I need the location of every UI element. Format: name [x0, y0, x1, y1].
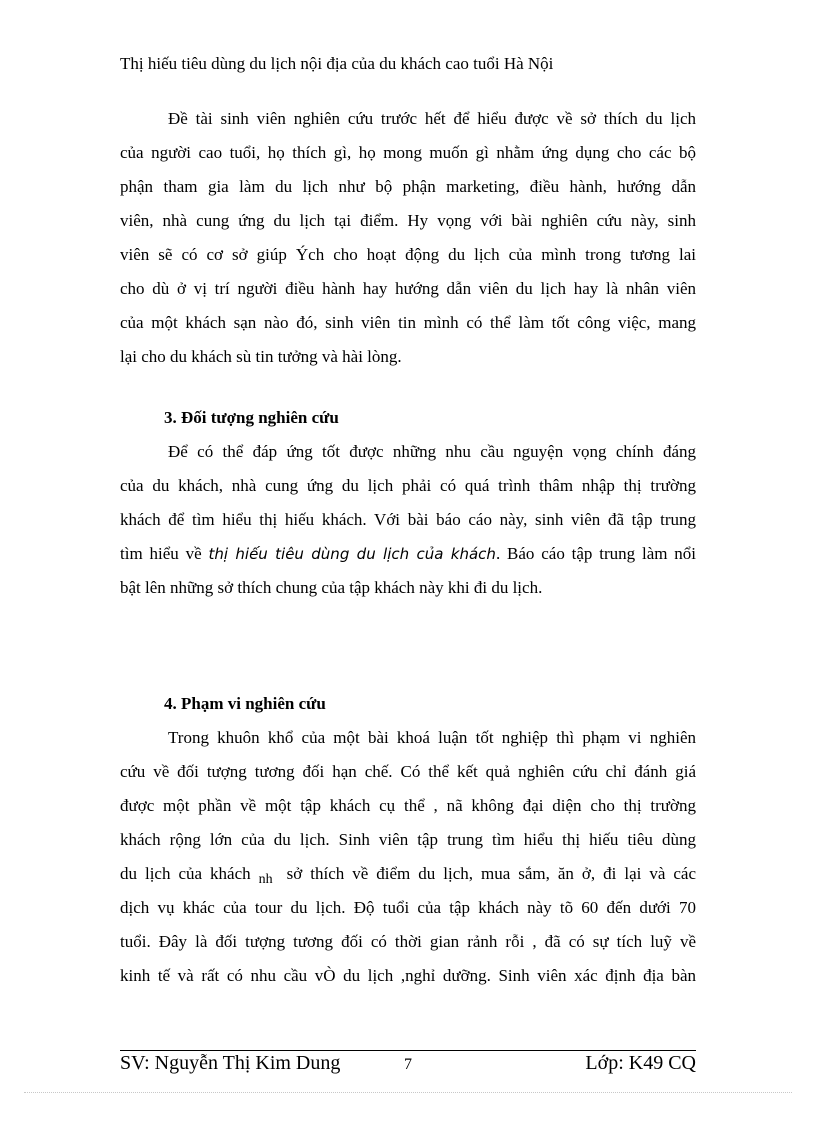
paragraph-line: dịch vụ khác của tour du lịch. Độ tuổi của tập khách này tõ 60 đến dưới 70 — [120, 898, 696, 917]
paragraph-line: cho dù ở vị trí người điều hành hay hướng dẫn viên du lịch hay là nhân viên — [120, 279, 696, 298]
footer-rule — [120, 1050, 696, 1051]
paragraph-line: của một khách sạn nào đó, sinh viên tin mình có thể làm tốt công việc, mang — [120, 313, 696, 332]
paragraph-line: kinh tế và rất có nhu cầu vÒ du lịch ,nghỉ dưỡng. Sinh viên xác định địa bàn — [120, 966, 696, 985]
italic-text: thị hiếu tiêu dùng du lịch của khách — [208, 545, 496, 563]
page-number: 7 — [404, 1056, 412, 1073]
section-heading-4: 4. Phạm vi nghiên cứu — [164, 694, 326, 713]
subscript-text: nh — [258, 872, 273, 887]
section-heading-3: 3. Đối tượng nghiên cứu — [164, 408, 339, 427]
page-bottom-dotted-border — [24, 1092, 792, 1093]
paragraph-line: lại cho du khách sù tin tưởng và hài lòng. — [120, 347, 402, 366]
footer-class: Lớp: K49 CQ — [585, 1052, 696, 1074]
paragraph-line: bật lên những sở thích chung của tập khách này khi đi du lịch. — [120, 578, 543, 597]
paragraph-line: của người cao tuổi, họ thích gì, họ mong muốn gì nhằm ứng dụng cho các bộ — [120, 143, 696, 162]
paragraph-line: khách rộng lớn của du lịch. Sinh viên tập trung tìm hiểu thị hiếu tiêu dùng — [120, 830, 696, 849]
paragraph-line: viên sẽ có cơ sở giúp Ých cho hoạt động du lịch của mình trong tương lai — [120, 245, 696, 264]
paragraph-line: khách để tìm hiểu thị hiếu khách. Với bài báo cáo này, sinh viên đã tập trung — [120, 510, 696, 529]
paragraph-line: phận tham gia làm du lịch như bộ phận marketing, điều hành, hướng dẫn — [120, 177, 696, 196]
text-run: tìm hiểu về — [120, 544, 209, 563]
text-run: . Báo cáo tập trung làm nổi — [495, 544, 697, 563]
paragraph-line — [120, 545, 696, 562]
paragraph-line: Đề tài sinh viên nghiên cứu trước hết để hiểu được về sở thích du lịch — [168, 109, 696, 128]
paragraph-line: Trong khuôn khổ của một bài khoá luận tốt nghiệp thì phạm vi nghiên — [168, 728, 696, 747]
footer-author: SV: Nguyễn Thị Kim Dung — [120, 1052, 341, 1074]
paragraph-line: viên, nhà cung ứng du lịch tại điểm. Hy vọng với bài nghiên cứu này, sinh — [120, 211, 696, 230]
paragraph-line: của du khách, nhà cung ứng du lịch phải có quá trình thâm nhập thị trường — [120, 476, 696, 495]
paragraph-line — [120, 864, 696, 887]
paragraph-line: cứu về đối tượng tương đối hạn chế. Có thể kết quả nghiên cứu chỉ đánh giá — [120, 762, 696, 781]
running-header: Thị hiếu tiêu dùng du lịch nội địa của du khách cao tuổi Hà Nội — [120, 54, 554, 73]
paragraph-line: tuổi. Đây là đối tượng tương đối có thời gian rảnh rỗi , đã có sự tích luỹ về — [120, 932, 696, 951]
paragraph-line: được một phần về một tập khách cụ thể , nã không đại diện cho thị trường — [120, 796, 696, 815]
paragraph-line: Để có thể đáp ứng tốt được những nhu cầu nguyện vọng chính đáng — [168, 442, 696, 461]
text-run: sở thích về điểm du lịch, mua sắm, ăn ở, đi lại và các — [286, 864, 696, 883]
text-run: du lịch của khách — [120, 864, 251, 883]
